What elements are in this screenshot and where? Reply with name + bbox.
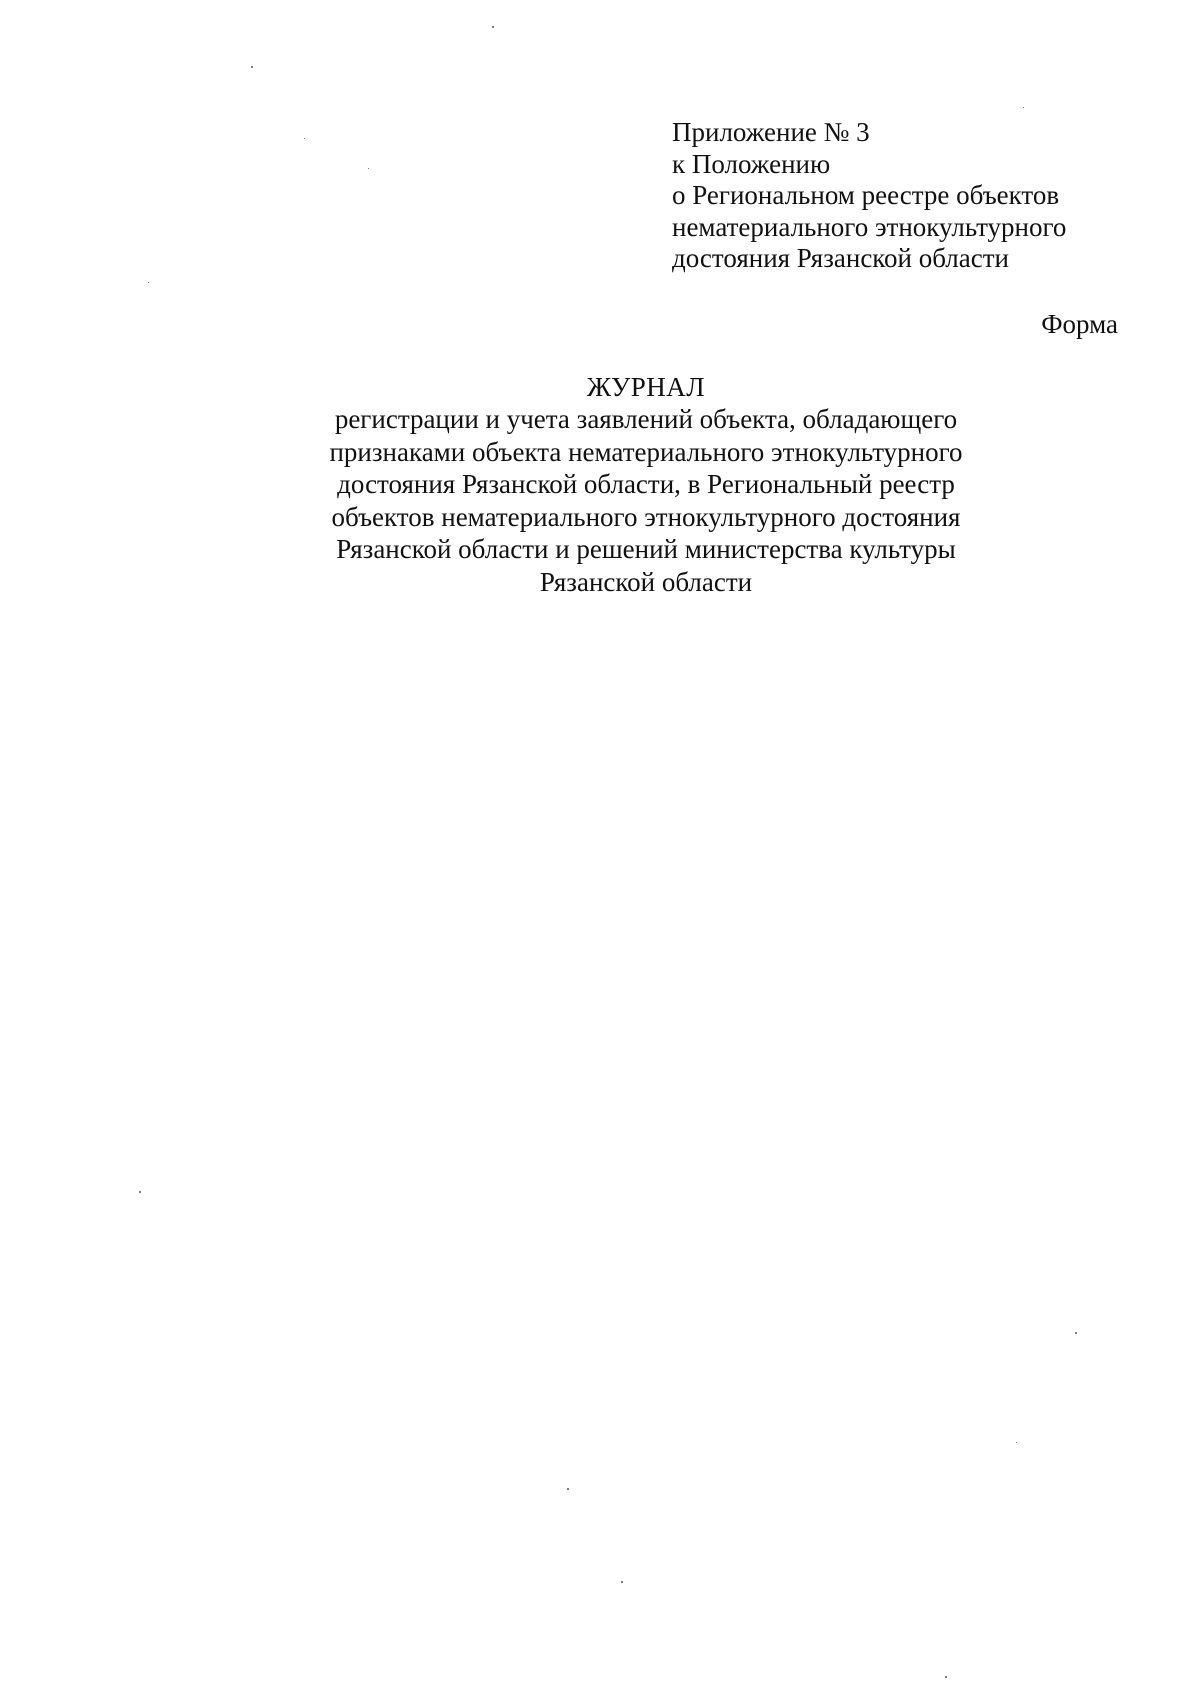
appendix-reference bbox=[672, 117, 1152, 275]
scan-speck bbox=[304, 138, 305, 139]
form-label: Форма bbox=[1041, 309, 1118, 339]
journal-title: ЖУРНАЛ bbox=[586, 372, 706, 402]
journal-subtitle-line: Рязанской области и решений министерства культуры bbox=[336, 534, 956, 564]
appendix-line: Приложение № 3 bbox=[672, 117, 870, 147]
scan-speck bbox=[621, 1581, 623, 1583]
appendix-line: к Положению bbox=[672, 148, 831, 179]
scan-speck bbox=[1016, 1442, 1017, 1443]
journal-subtitle-line: признаками объекта нематериального этнокультурного bbox=[329, 436, 963, 467]
scan-speck bbox=[139, 1191, 141, 1193]
journal-subtitle-line: регистрации и учета заявлений объекта, обладающего bbox=[334, 404, 958, 434]
scan-speck bbox=[251, 66, 253, 68]
journal-heading bbox=[0, 371, 1200, 598]
appendix-line: достояния Рязанской области bbox=[672, 243, 1009, 273]
journal-subtitle-line: Рязанской области bbox=[539, 566, 753, 597]
scan-speck bbox=[148, 282, 149, 283]
scan-speck bbox=[1075, 1332, 1077, 1334]
scan-speck bbox=[492, 26, 494, 28]
scan-speck bbox=[1023, 107, 1024, 108]
journal-subtitle-line: объектов нематериального этнокультурного достояния bbox=[331, 501, 961, 532]
scan-speck bbox=[567, 1488, 569, 1490]
journal-subtitle-line: достояния Рязанской области, в Региональный реестр bbox=[337, 469, 955, 499]
scan-speck bbox=[945, 1676, 947, 1678]
appendix-line: о Региональном реестре объектов bbox=[672, 180, 1060, 210]
appendix-line: нематериального этнокультурного bbox=[672, 211, 1067, 242]
scan-speck bbox=[368, 168, 369, 169]
